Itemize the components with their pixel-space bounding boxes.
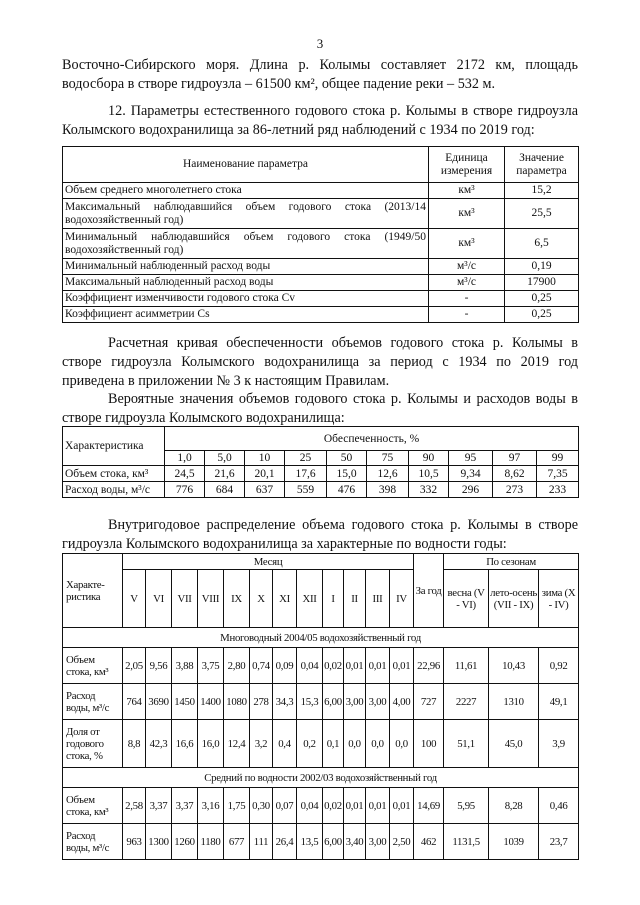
cell: 0,04: [297, 788, 323, 824]
table-row: [63, 788, 579, 824]
cell: 21,6: [205, 466, 245, 482]
season-cell: 45,0: [489, 720, 539, 768]
param-name: Объем среднего многолетнего стока: [63, 183, 429, 199]
param-unit: -: [429, 307, 505, 323]
row-label: Расход воды, м³/с: [63, 824, 123, 860]
cell: 7,35: [537, 466, 579, 482]
cell: 15,0: [327, 466, 367, 482]
cell: 24,5: [165, 466, 205, 482]
cell: 476: [327, 482, 367, 498]
table-row: [63, 482, 579, 498]
param-value: 15,2: [505, 183, 579, 199]
param-name: Минимальный наблюденный расход воды: [63, 259, 429, 275]
season-label: весна (V - VI): [444, 570, 489, 628]
cell: 2,05: [123, 648, 146, 684]
intra-char-header: Характе-ристика: [63, 554, 123, 628]
section-title-row: [63, 628, 579, 648]
cell: 637: [245, 482, 285, 498]
cell: 0,4: [273, 720, 297, 768]
season-label: лето-осень (VII - IX): [489, 570, 539, 628]
month-label: XII: [297, 570, 323, 628]
probability-value: 99: [537, 451, 579, 466]
cell: 17,6: [285, 466, 327, 482]
row-label: Доля от годового стока, %: [63, 720, 123, 768]
intra-subheader-row: [63, 570, 579, 628]
intra-annual-table: [62, 553, 579, 860]
cell: 0,2: [297, 720, 323, 768]
probability-value: 95: [449, 451, 493, 466]
param-name: Максимальный наблюденный расход воды: [63, 275, 429, 291]
season-cell: 23,7: [539, 824, 579, 860]
cell: 1450: [172, 684, 198, 720]
probability-value: 50: [327, 451, 367, 466]
year-cell: 22,96: [414, 648, 444, 684]
month-label: II: [344, 570, 366, 628]
cell: 2,50: [390, 824, 414, 860]
year-cell: 462: [414, 824, 444, 860]
probability-value: 90: [409, 451, 449, 466]
cell: 278: [250, 684, 273, 720]
year-header: За год: [414, 554, 444, 628]
params-header-unit: Единица измерения: [429, 147, 505, 183]
cell: 8,62: [493, 466, 537, 482]
month-label: IX: [224, 570, 250, 628]
row-label: Объем стока, км³: [63, 648, 123, 684]
cell: 26,4: [273, 824, 297, 860]
cell: 3690: [146, 684, 172, 720]
season-cell: 3,9: [539, 720, 579, 768]
curve-paragraph: Расчетная кривая обеспеченности объемов годового стока р. Колымы в створе гидроузла Колымского водохранилища за период с 1934 по 2019 год приведена в приложении № 3 к настоящим Правилам.: [62, 335, 578, 389]
cell: 0,04: [297, 648, 323, 684]
param-name: Максимальный наблюдавшийся объем годового стока (2013/14 водохозяйственный год): [63, 199, 429, 229]
cell: 0,02: [323, 648, 344, 684]
cell: 0,74: [250, 648, 273, 684]
cell: 1,75: [224, 788, 250, 824]
cell: 0,0: [390, 720, 414, 768]
cell: 9,56: [146, 648, 172, 684]
cell: 0,09: [273, 648, 297, 684]
season-cell: 11,61: [444, 648, 489, 684]
item-12-paragraph: [62, 102, 578, 140]
cell: 776: [165, 482, 205, 498]
probable-paragraph: Вероятные значения объемов годового стока р. Колымы и расходов воды в створе гидроузла Колымского водохранилища:: [62, 391, 578, 426]
cell: 0,07: [273, 788, 297, 824]
cell: 0,01: [344, 788, 366, 824]
cell: 4,00: [390, 684, 414, 720]
param-value: 17900: [505, 275, 579, 291]
intra-paragraph: Внутригодовое распределение объема годового стока р. Колымы в створе гидроузла Колымского водохранилища за характерные по водности годы:: [62, 517, 578, 552]
item-12-number: 12.: [108, 103, 126, 119]
cell: 16,6: [172, 720, 198, 768]
cell: 6,00: [323, 824, 344, 860]
cell: 398: [367, 482, 409, 498]
params-header-row: [63, 147, 579, 183]
cell: 963: [123, 824, 146, 860]
season-cell: 1310: [489, 684, 539, 720]
cell: 1400: [198, 684, 224, 720]
row-label: Расход воды, м³/с: [63, 482, 165, 498]
cell: 15,3: [297, 684, 323, 720]
cell: 3,37: [146, 788, 172, 824]
month-label: VII: [172, 570, 198, 628]
cell: 0,01: [390, 648, 414, 684]
table-row: [63, 183, 579, 199]
season-cell: 49,1: [539, 684, 579, 720]
month-label: VIII: [198, 570, 224, 628]
cell: 8,8: [123, 720, 146, 768]
month-label: X: [250, 570, 273, 628]
cell: 764: [123, 684, 146, 720]
param-unit: -: [429, 291, 505, 307]
cell: 332: [409, 482, 449, 498]
row-label: Объем стока, км³: [63, 466, 165, 482]
month-label: XI: [273, 570, 297, 628]
probability-header: Обеспеченность, %: [165, 427, 579, 451]
probability-value: 75: [367, 451, 409, 466]
param-name: Минимальный наблюдавшийся объем годового стока (1949/50 водохозяйственный год): [63, 229, 429, 259]
month-label: I: [323, 570, 344, 628]
cell: 12,4: [224, 720, 250, 768]
cell: 16,0: [198, 720, 224, 768]
table-row: [63, 199, 579, 229]
param-value: 0,25: [505, 291, 579, 307]
param-unit: км³: [429, 183, 505, 199]
cell: 3,00: [366, 824, 390, 860]
cell: 0,30: [250, 788, 273, 824]
item-12-text: Параметры естественного годового стока р. Колымы в створе гидроузла Колымского водохранилища за 86-летний ряд наблюдений с 1934 по 2019 год:: [62, 103, 578, 138]
table-row: [63, 466, 579, 482]
param-value: 6,5: [505, 229, 579, 259]
season-label: зима (X - IV): [539, 570, 579, 628]
table-row: [63, 824, 579, 860]
table-row: [63, 259, 579, 275]
cell: 3,00: [344, 684, 366, 720]
cell: 9,34: [449, 466, 493, 482]
probability-char-header: Характеристика: [63, 427, 165, 466]
cell: 3,88: [172, 648, 198, 684]
year-cell: 727: [414, 684, 444, 720]
probability-value: 25: [285, 451, 327, 466]
table-row: [63, 291, 579, 307]
cell: 1080: [224, 684, 250, 720]
cell: 233: [537, 482, 579, 498]
cell: 3,2: [250, 720, 273, 768]
row-label: Объем стока, км³: [63, 788, 123, 824]
cell: 0,1: [323, 720, 344, 768]
season-cell: 8,28: [489, 788, 539, 824]
table-row: [63, 684, 579, 720]
cell: 0,01: [344, 648, 366, 684]
cell: 3,00: [366, 684, 390, 720]
cell: 1180: [198, 824, 224, 860]
cell: 0,02: [323, 788, 344, 824]
season-cell: 51,1: [444, 720, 489, 768]
param-unit: км³: [429, 199, 505, 229]
row-label: Расход воды, м³/с: [63, 684, 123, 720]
page-number: 3: [316, 36, 324, 51]
section-title: Средний по водности 2002/03 водохозяйственный год: [63, 768, 579, 788]
month-header: Месяц: [123, 554, 414, 570]
param-unit: м³/с: [429, 275, 505, 291]
cell: 684: [205, 482, 245, 498]
table-row: [63, 229, 579, 259]
cell: 0,0: [344, 720, 366, 768]
param-value: 0,19: [505, 259, 579, 275]
cell: 111: [250, 824, 273, 860]
cell: 13,5: [297, 824, 323, 860]
cell: 12,6: [367, 466, 409, 482]
params-header-name: Наименование параметра: [63, 147, 429, 183]
cell: 0,0: [366, 720, 390, 768]
cell: 1260: [172, 824, 198, 860]
param-value: 0,25: [505, 307, 579, 323]
cell: 677: [224, 824, 250, 860]
year-cell: 14,69: [414, 788, 444, 824]
season-header: По сезонам: [444, 554, 579, 570]
cell: 10,5: [409, 466, 449, 482]
table-row: [63, 648, 579, 684]
cell: 0,01: [366, 648, 390, 684]
cell: 42,3: [146, 720, 172, 768]
season-cell: 0,92: [539, 648, 579, 684]
cell: 559: [285, 482, 327, 498]
season-cell: 2227: [444, 684, 489, 720]
month-label: IV: [390, 570, 414, 628]
table-row: [63, 720, 579, 768]
param-unit: м³/с: [429, 259, 505, 275]
probability-value: 5,0: [205, 451, 245, 466]
cell: 273: [493, 482, 537, 498]
cell: 34,3: [273, 684, 297, 720]
season-cell: 10,43: [489, 648, 539, 684]
intra-header-row: [63, 554, 579, 570]
cell: 3,75: [198, 648, 224, 684]
cell: 3,40: [344, 824, 366, 860]
probability-header-row: [63, 427, 579, 451]
year-cell: 100: [414, 720, 444, 768]
section-title: Многоводный 2004/05 водохозяйственный год: [63, 628, 579, 648]
param-unit: км³: [429, 229, 505, 259]
probability-value: 10: [245, 451, 285, 466]
probability-table: [62, 426, 579, 498]
table-row: [63, 307, 579, 323]
param-name: Коэффициент асимметрии Cs: [63, 307, 429, 323]
cell: 1300: [146, 824, 172, 860]
params-table: [62, 146, 579, 323]
season-cell: 1039: [489, 824, 539, 860]
probability-value: 97: [493, 451, 537, 466]
params-header-value: Значение параметра: [505, 147, 579, 183]
cell: 0,01: [390, 788, 414, 824]
table-row: [63, 275, 579, 291]
probability-value: 1,0: [165, 451, 205, 466]
cell: 20,1: [245, 466, 285, 482]
param-name: Коэффициент изменчивости годового стока Cv: [63, 291, 429, 307]
cell: 3,16: [198, 788, 224, 824]
intro-paragraph: Восточно-Сибирского моря. Длина р. Колымы составляет 2172 км, площадь водосбора в створе гидроузла – 61500 км², общее падение реки – 532 м.: [62, 57, 578, 92]
cell: 296: [449, 482, 493, 498]
section-title-row: [63, 768, 579, 788]
param-value: 25,5: [505, 199, 579, 229]
season-cell: 0,46: [539, 788, 579, 824]
cell: 3,37: [172, 788, 198, 824]
season-cell: 1131,5: [444, 824, 489, 860]
cell: 6,00: [323, 684, 344, 720]
month-label: VI: [146, 570, 172, 628]
month-label: V: [123, 570, 146, 628]
cell: 2,80: [224, 648, 250, 684]
cell: 2,58: [123, 788, 146, 824]
cell: 0,01: [366, 788, 390, 824]
season-cell: 5,95: [444, 788, 489, 824]
month-label: III: [366, 570, 390, 628]
